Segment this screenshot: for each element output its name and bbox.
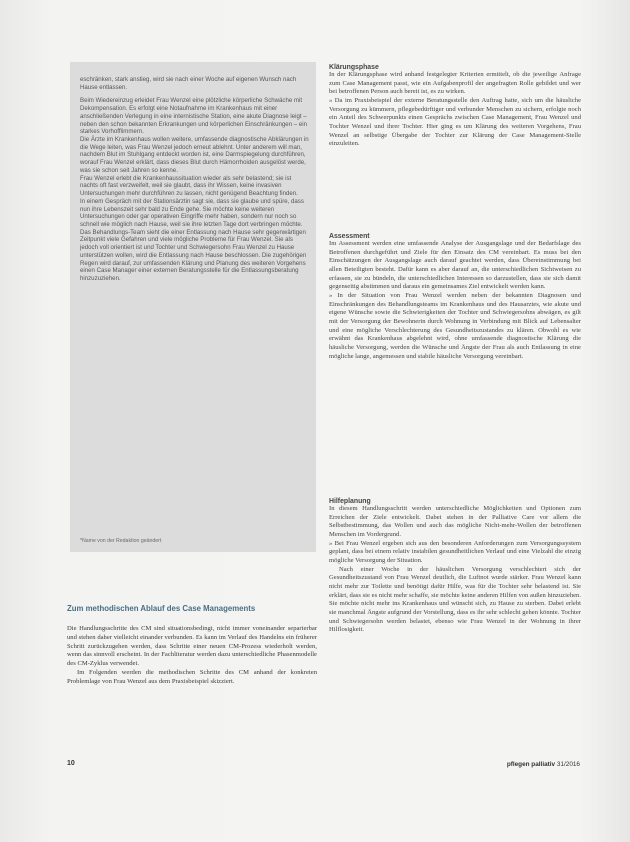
- section-heading: Hilfeplanung: [329, 498, 371, 505]
- box-footnote: *Name von der Redaktion geändert: [80, 538, 162, 544]
- section-paragraph: » In der Situation von Frau Wenzel werden neben der bekannten Diagnosen und Einschränkungen des Behandlungsteams im Krankenhaus und des Hausarztes, wie akute und eigene Wünsche sowie die Schwierigkeiten der Tochter und Schwiegersohns abwägen, es gilt mit der Versorgung der Bewohnerin durch Wohnung in Verbindung mit Blick auf Lebensalter und eine mögliche Verschlechterung des Gesundheitszustandes zu klären. Obwohl es wie erwähnt das Krankenhaus abgelehnt wird, ohne umfassende diagnostische Klärung die häusliche Versorgung, werden die Wünsche und Ängste der Frau als auch Entlassung in eine mögliche lange, angemessen und stabile häusliche Versorgung vereinbart.: [329, 291, 581, 360]
- section-body: [329, 71, 581, 149]
- page-number: 10: [67, 760, 75, 767]
- section-body: [329, 505, 581, 635]
- box-paragraph: In einem Gespräch mit der Stationsärztin sagt sie, dass sie glaube und spüre, dass nun ihre Lebenszeit sehr bald zu Ende gehe. Sie möchte keine weiteren Untersuchungen oder gar operativen Eingriffe mehr haben, sondern nur noch so schnell wie möglich nach Hause, weil sie ihre letzten Tage dort verbringen möchte.: [80, 197, 304, 228]
- section-paragraph: » Bei Frau Wenzel ergeben sich aus den besonderen Anforderungen zum Versorgungssystem geplant, dass bei einem relativ instabilen gesundheitlichen Verlauf und eine Vielzahl die einzig mögliche Versorgung der Situation.: [329, 539, 581, 564]
- magazine-name: pflegen palliativ: [506, 761, 556, 768]
- section-klaerungsphase: [329, 64, 581, 149]
- box-paragraph: Das Behandlungs-Team sieht die einer Entlassung nach Hause sehr gegenwärtigen Zeitpunkt viele Gefahren und viele mögliche Probleme für Frau Wenzel. Sie als jedoch voll orientiert ist und Tochter und Schwiegersohn Frau Wenzel zu Hause unterstützen wollen, wird die Entlassung nach Hause beschlossen. Die zugehörigen Regen wird darauf, zur umfassenden Klärung und Planung des weiteren Vorgehens einen Case Manager einer externen Beratungsstelle für die Entlassungsberatung hinzuzuziehen.: [80, 228, 307, 282]
- section-hilfeplanung: [329, 498, 581, 635]
- section-heading-method: Zum methodischen Ablauf des Case Managements: [67, 604, 256, 613]
- issue-number: 31/2016: [556, 761, 580, 768]
- section-paragraph: » Da im Praxisbeispiel der externe Beratungsstelle den Auftrag hatte, sich um die häusliche Versorgung zu kümmern, pflegebedürftiger und verbunder Menschen zu sichern, erfolgte noch ein Anteil des Schwerpunkts einen Gesprächs zwischen Case Management, Frau Wenzel und Tochter Wenzel und ihrer Tochter. Hier ging es um Klärung des weiteren Vorgehens, Frau Wenzel an selbstige Übergabe der Tochter zur Klärung der Case Management-Stelle einzuleiten.: [329, 96, 581, 148]
- section-paragraph: Im Assessment werden eine umfassende Analyse der Ausgangslage und der Bedarfslage des Betroffenen durchgeführt und Ziele für den Einsatz des CM vereinbart. Es muss bei den Einschätzungen der Ausgangslage auch darauf geachtet werden, dass Übereinstimmung bei allen Beteiligten besteht. Dafür kann es aber darauf an, die unterschiedlichen Sichtweisen zu erfassen, sie zu bündeln, die unterschiedlichen Interessen so darzustellen, dass sie sich damit gegenseitig abstimmen und daraus ein gemeinsames Ziel entwickelt werden kann.: [329, 240, 581, 291]
- box-paragraph: Die Ärzte im Krankenhaus wollen weitere, umfassende diagnostische Abklärungen in die Wege leiten, was Frau Wenzel jedoch erneut ablehnt. Unter anderem will man, nachdem Blut im Stuhlgang entdeckt worden ist, eine Darmspiegelung durchführen, worauf Frau Wenzel erklärt, dass dieses Blut durch Hämorrhoiden ausgelöst werde, was sie schon seit Jahren so kenne.: [80, 136, 309, 174]
- case-study-text: [80, 76, 310, 283]
- section-heading: Assessment: [329, 233, 370, 240]
- section-body: [329, 240, 581, 361]
- section-paragraph: In diesem Handlungsschritt werden unterschiedliche Möglichkeiten und Optionen zum Erreichen der Ziele entwickelt. Dabei stehen in der Palliative Care vor allem die Selbstbestimmung, das Wollen und auch das mögliche Nicht-mehr-Wollen der betroffenen Menschen im Vordergrund.: [329, 505, 581, 538]
- box-paragraph: eschränken, stark anstieg, wird sie nach einer Woche auf eigenen Wunsch nach Hause entlassen.: [80, 76, 297, 91]
- left-body-text: [67, 625, 317, 686]
- section-heading: Klärungsphase: [329, 64, 379, 71]
- left-paragraph: Im Folgenden werden die methodischen Schritte des CM anhand der konkreten Problemlage von Frau Wenzel aus dem Praxisbeispiel skizziert.: [67, 668, 317, 685]
- left-paragraph: Die Handlungsschritte des CM sind situationsbedingt, nicht immer voneinander separierbar und stehen daher vielleicht einander verbunden. Es kann im Verlauf des Handelns ein früherer Schritt zurückzugehen werden, dass Schritte einer neuen CM-Prozess wiederholt werden, wenn das sinnvoll erscheint. In der Fachliteratur werden dazu unterschiedliche Phasenmodelle des CM-Zyklus verwendet.: [67, 625, 317, 667]
- magazine-footer: [507, 761, 580, 768]
- box-paragraph: Beim Wiedereinzug erleidet Frau Wenzel eine plötzliche körperliche Schwäche mit Dekompensation. Es erfolgt eine Notaufnahme im Krankenhaus mit einer anschließenden Verlegung in eine internistische Station, eine akute Diagnose leigt – neben den schon bekannten Erkrankungen und körperlichen Einschränkungen – ein starkes Vorhofflimmern.: [80, 97, 307, 136]
- box-paragraph: Frau Wenzel erlebt die Krankenhaussituation wieder als sehr belastend; sie ist nachts oft fast verzweifelt, weil sie glaubt, dass ihr Wissen, keine invasiven Untersuchungen mehr durchführen zu lassen, nicht genügend Beachtung finden.: [80, 174, 298, 198]
- section-assessment: [329, 233, 581, 361]
- section-paragraph: In der Klärungsphase wird anhand festgelegter Kriterien ermittelt, ob die jeweilige Anfrage zum Case Management passt, wie ein Aufgabenprofil der angefragten Rolle gebildet und wer bei betroffenen Person auch bereit ist, es zu wirken.: [329, 71, 581, 96]
- section-paragraph: Nach einer Woche in der häuslichen Versorgung verschlechtert sich der Gesundheitszustand von Frau Wenzel deutlich, die Luftnot wurde stärker. Frau Wenzel kann nicht mehr zur Toilette und benötigt dafür Hilfe, was für die Tochter sehr belastend ist. Sie erklärt, dass sie es nicht mehr schaffe, sie möchte keine anderen Hilfen von außen hinzuziehen. Sie möchte nicht mehr ins Krankenhaus und wünscht sich, zu Hause zu sterben. Dabei erlebt sie manchmal Ängste aufgrund der Vorstellung, dass es ihr sehr schlecht gehen könnte. Tochter und Schwiegersohn werden belastet, ebenso wie Frau Wenzel in der Wohnung in ihrer Hilflosigkeit.: [329, 565, 581, 634]
